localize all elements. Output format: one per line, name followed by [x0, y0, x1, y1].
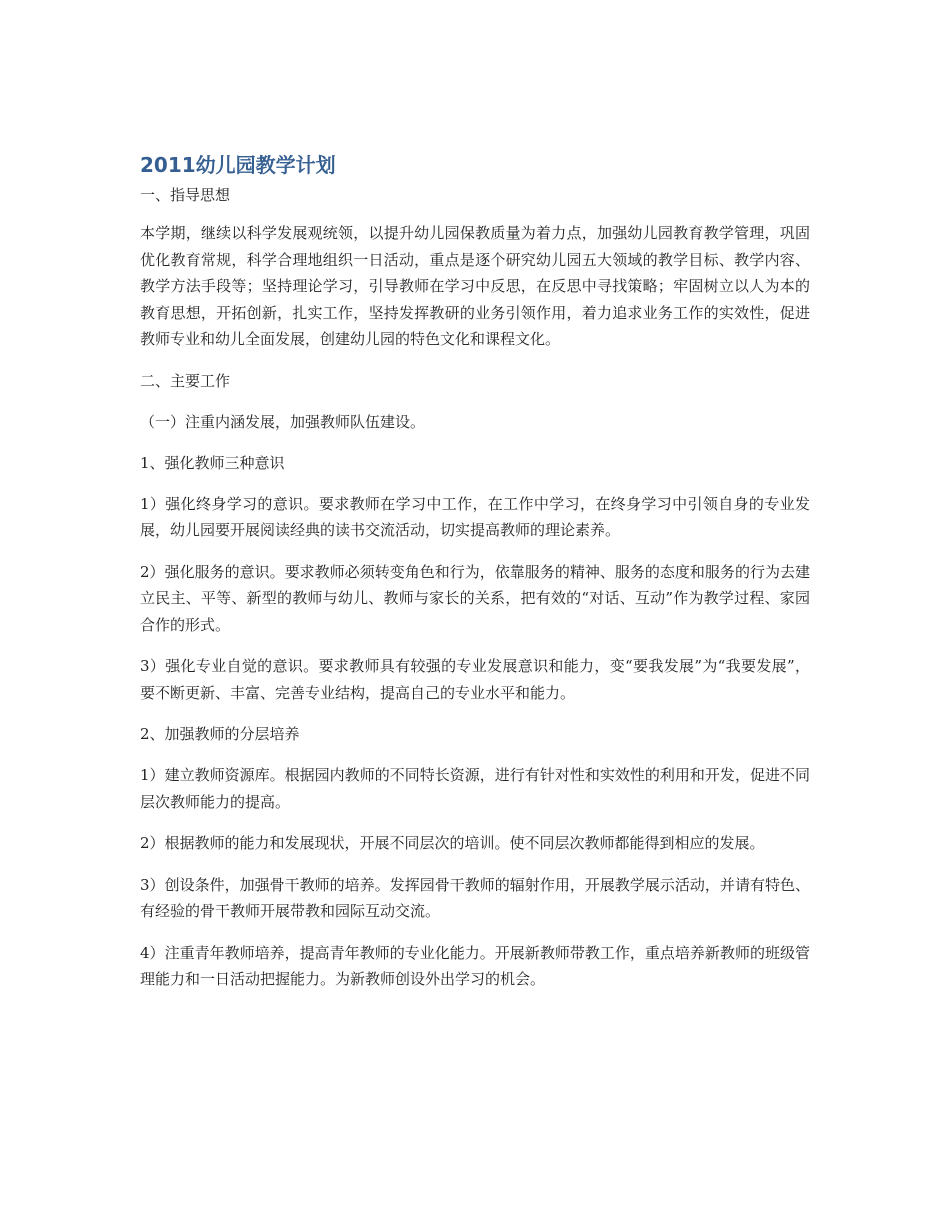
document-page [140, 150, 810, 1008]
paragraph: 3）创设条件，加强骨干教师的培养。发挥园骨干教师的辐射作用，开展教学展示活动，并请有特色、有经验的骨干教师开展带教和园际互动交流。 [140, 875, 810, 920]
paragraph: 2）根据教师的能力和发展现状，开展不同层次的培训。使不同层次教师都能得到相应的发展。 [140, 834, 765, 852]
document-title: 2011幼儿园教学计划 [140, 153, 336, 177]
subsection-heading: 1、强化教师三种意识 [140, 453, 285, 472]
section-heading: 二、主要工作 [140, 371, 231, 390]
paragraph: 4）注重青年教师培养，提高青年教师的专业化能力。开展新教师带教工作，重点培养新教师的班级管理能力和一日活动把握能力。为新教师创设外出学习的机会。 [140, 943, 810, 988]
paragraph: 本学期，继续以科学发展观统领，以提升幼儿园保教质量为着力点，加强幼儿园教育教学管理，巩固优化教育常规，科学合理地组织一日活动，重点是逐个研究幼儿园五大领域的教学目标、教学内容、教学方法手段等；坚持理论学习，引导教师在学习中反思，在反思中寻找策略；牢固树立以人为本的教育思想，开拓创新，扎实工作，坚持发挥教研的业务引领作用，着力追求业务工作的实效性，促进教师专业和幼儿全面发展，创建幼儿园的特色文化和课程文化。 [140, 224, 810, 348]
paragraph: 2）强化服务的意识。要求教师必须转变角色和行为，依靠服务的精神、服务的态度和服务的行为去建立民主、平等、新型的教师与幼儿、教师与家长的关系，把有效的“对话、互动”作为教学过程、家园合作的形式。 [140, 562, 810, 634]
paragraph: 3）强化专业自觉的意识。要求教师具有较强的专业发展意识和能力，变“要我发展”为“我要发展”，要不断更新、丰富、完善专业结构，提高自己的专业水平和能力。 [140, 657, 810, 702]
subsection-heading: 2、加强教师的分层培养 [140, 725, 300, 743]
paragraph: 1）建立教师资源库。根据园内教师的不同特长资源，进行有针对性和实效性的利用和开发，促进不同层次教师能力的提高。 [140, 766, 810, 811]
section-heading: 一、指导思想 [140, 186, 231, 204]
paragraph: 1）强化终身学习的意识。要求教师在学习中工作，在工作中学习，在终身学习中引领自身的专业发展，幼儿园要开展阅读经典的读书交流活动，切实提高教师的理论素养。 [140, 494, 810, 539]
subsection-heading: （一）注重内涵发展，加强教师队伍建设。 [140, 412, 426, 431]
